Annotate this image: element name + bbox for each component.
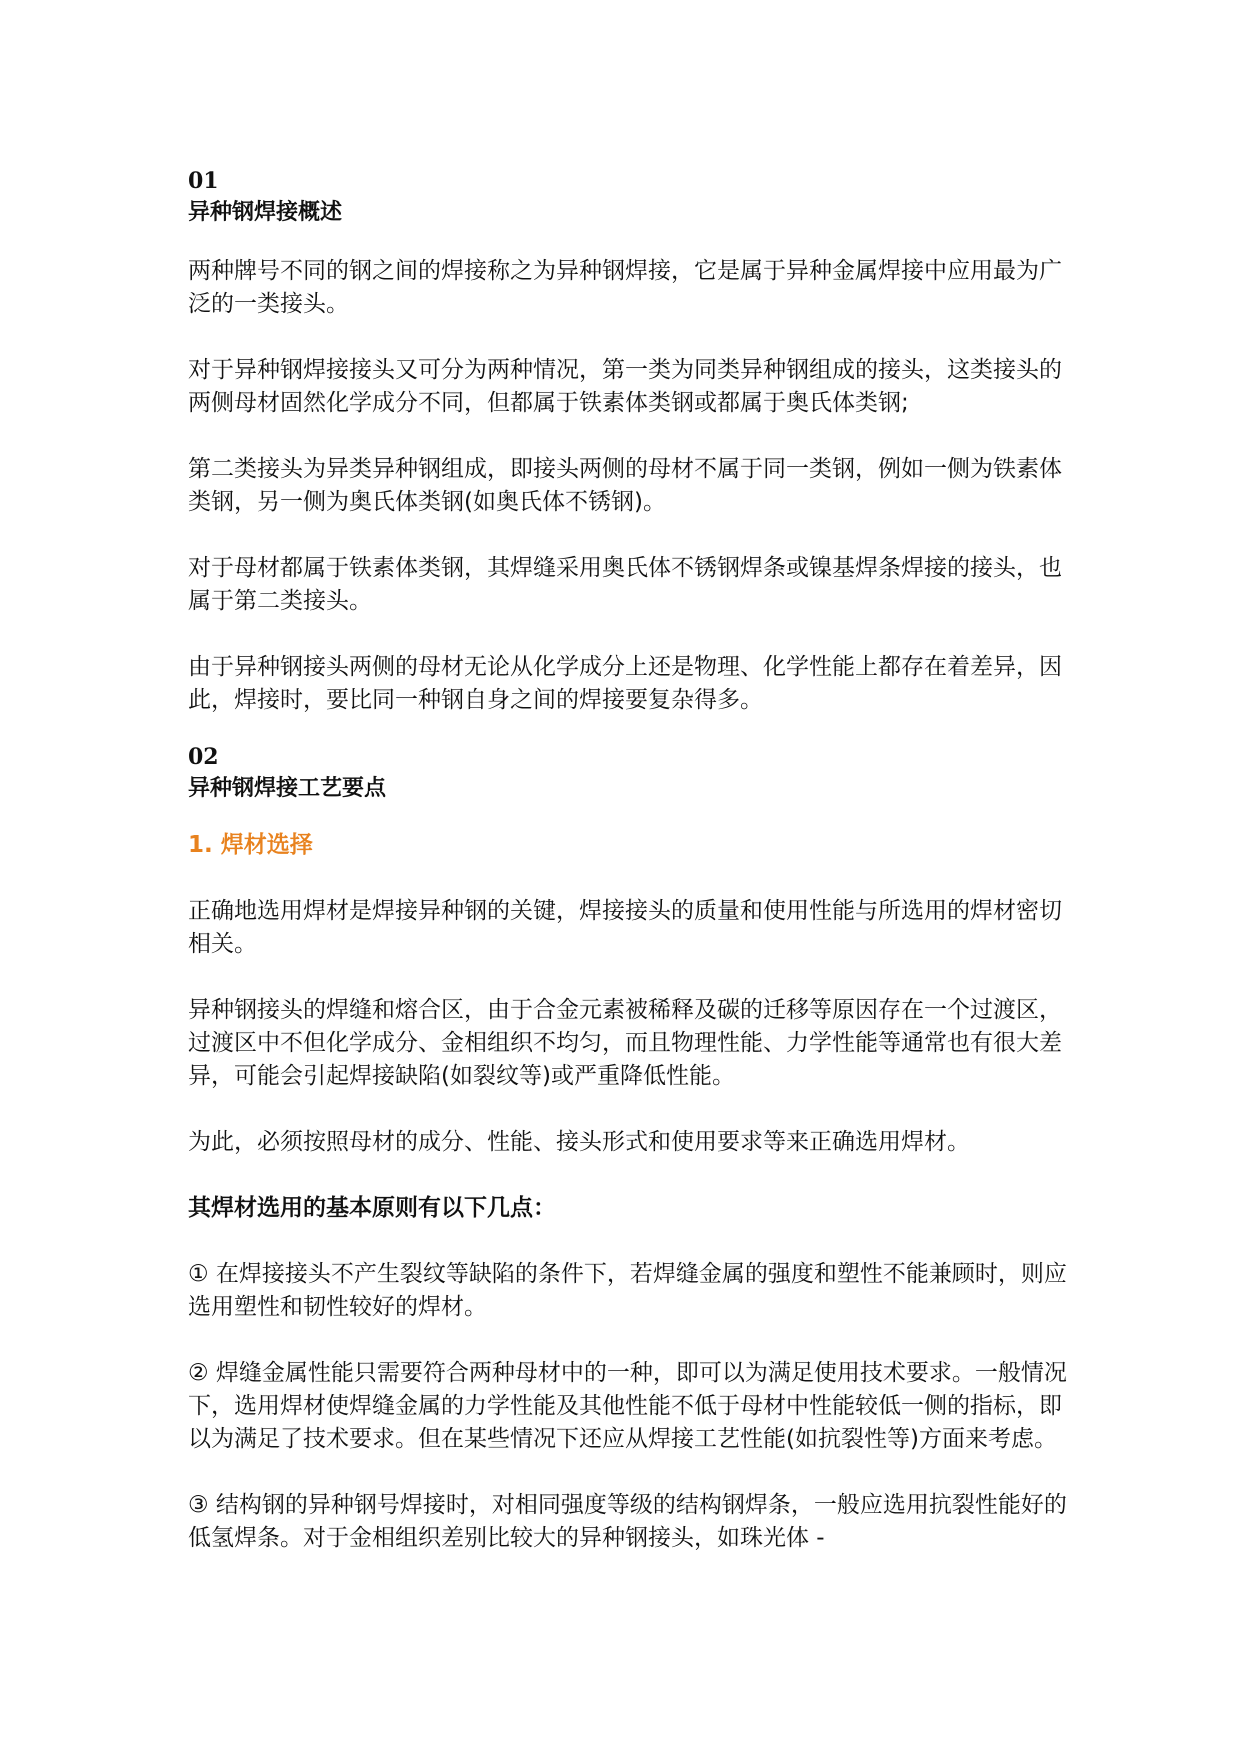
section-2-paragraph-1: 正确地选用焊材是焊接异种钢的关键，焊接接头的质量和使用性能与所选用的焊材密切相关。 (188, 898, 1062, 957)
section-2-title: 异种钢焊接工艺要点 (188, 776, 387, 801)
section-2-paragraph-2: 异种钢接头的焊缝和熔合区，由于合金元素被稀释及碳的迁移等原因存在一个过渡区，过渡区中不但化学成分、金相组织不均匀，而且物理性能、力学性能等通常也有很大差异，可能会引起焊接缺陷(如裂纹等)或严重降低性能。 (188, 997, 1062, 1089)
principles-heading: 其焊材选用的基本原则有以下几点： (188, 1195, 556, 1221)
section-2-number: 02 (188, 744, 219, 770)
section-1-paragraph-4: 对于母材都属于铁素体类钢，其焊缝采用奥氏体不锈钢焊条或镍基焊条焊接的接头，也属于第二类接头。 (188, 555, 1062, 614)
section-1-paragraph-3: 第二类接头为异类异种钢组成，即接头两侧的母材不属于同一类钢，例如一侧为铁素体类钢，另一侧为奥氏体类钢(如奥氏体不锈钢)。 (188, 456, 1062, 515)
section-2-paragraph-3: 为此，必须按照母材的成分、性能、接头形式和使用要求等来正确选用焊材。 (188, 1129, 970, 1155)
document-page (188, 165, 1068, 1555)
section-1-paragraph-2: 对于异种钢焊接接头又可分为两种情况，第一类为同类异种钢组成的接头，这类接头的两侧母材固然化学成分不同，但都属于铁素体类钢或都属于奥氏体类钢; (188, 357, 1062, 416)
principle-item-3: ③ 结构钢的异种钢号焊接时，对相同强度等级的结构钢焊条，一般应选用抗裂性能好的低氢焊条。对于金相组织差别比较大的异种钢接头，如珠光体 - (188, 1492, 1067, 1551)
section-1-paragraph-5: 由于异种钢接头两侧的母材无论从化学成分上还是物理、化学性能上都存在着差异，因此，焊接时，要比同一种钢自身之间的焊接要复杂得多。 (188, 654, 1062, 713)
section-1-title: 异种钢焊接概述 (188, 200, 343, 225)
subheading-material-selection: 1. 焊材选择 (188, 832, 313, 858)
principle-item-2: ② 焊缝金属性能只需要符合两种母材中的一种，即可以为满足使用技术要求。一般情况下，选用焊材使焊缝金属的力学性能及其他性能不低于母材中性能较低一侧的指标，即以为满足了技术要求。但在某些情况下还应从焊接工艺性能(如抗裂性等)方面来考虑。 (188, 1360, 1067, 1452)
section-1-paragraph-1: 两种牌号不同的钢之间的焊接称之为异种钢焊接，它是属于异种金属焊接中应用最为广泛的一类接头。 (188, 258, 1062, 317)
principle-item-1: ① 在焊接接头不产生裂纹等缺陷的条件下，若焊缝金属的强度和塑性不能兼顾时，则应选用塑性和韧性较好的焊材。 (188, 1261, 1067, 1320)
section-1-number: 01 (188, 168, 219, 194)
